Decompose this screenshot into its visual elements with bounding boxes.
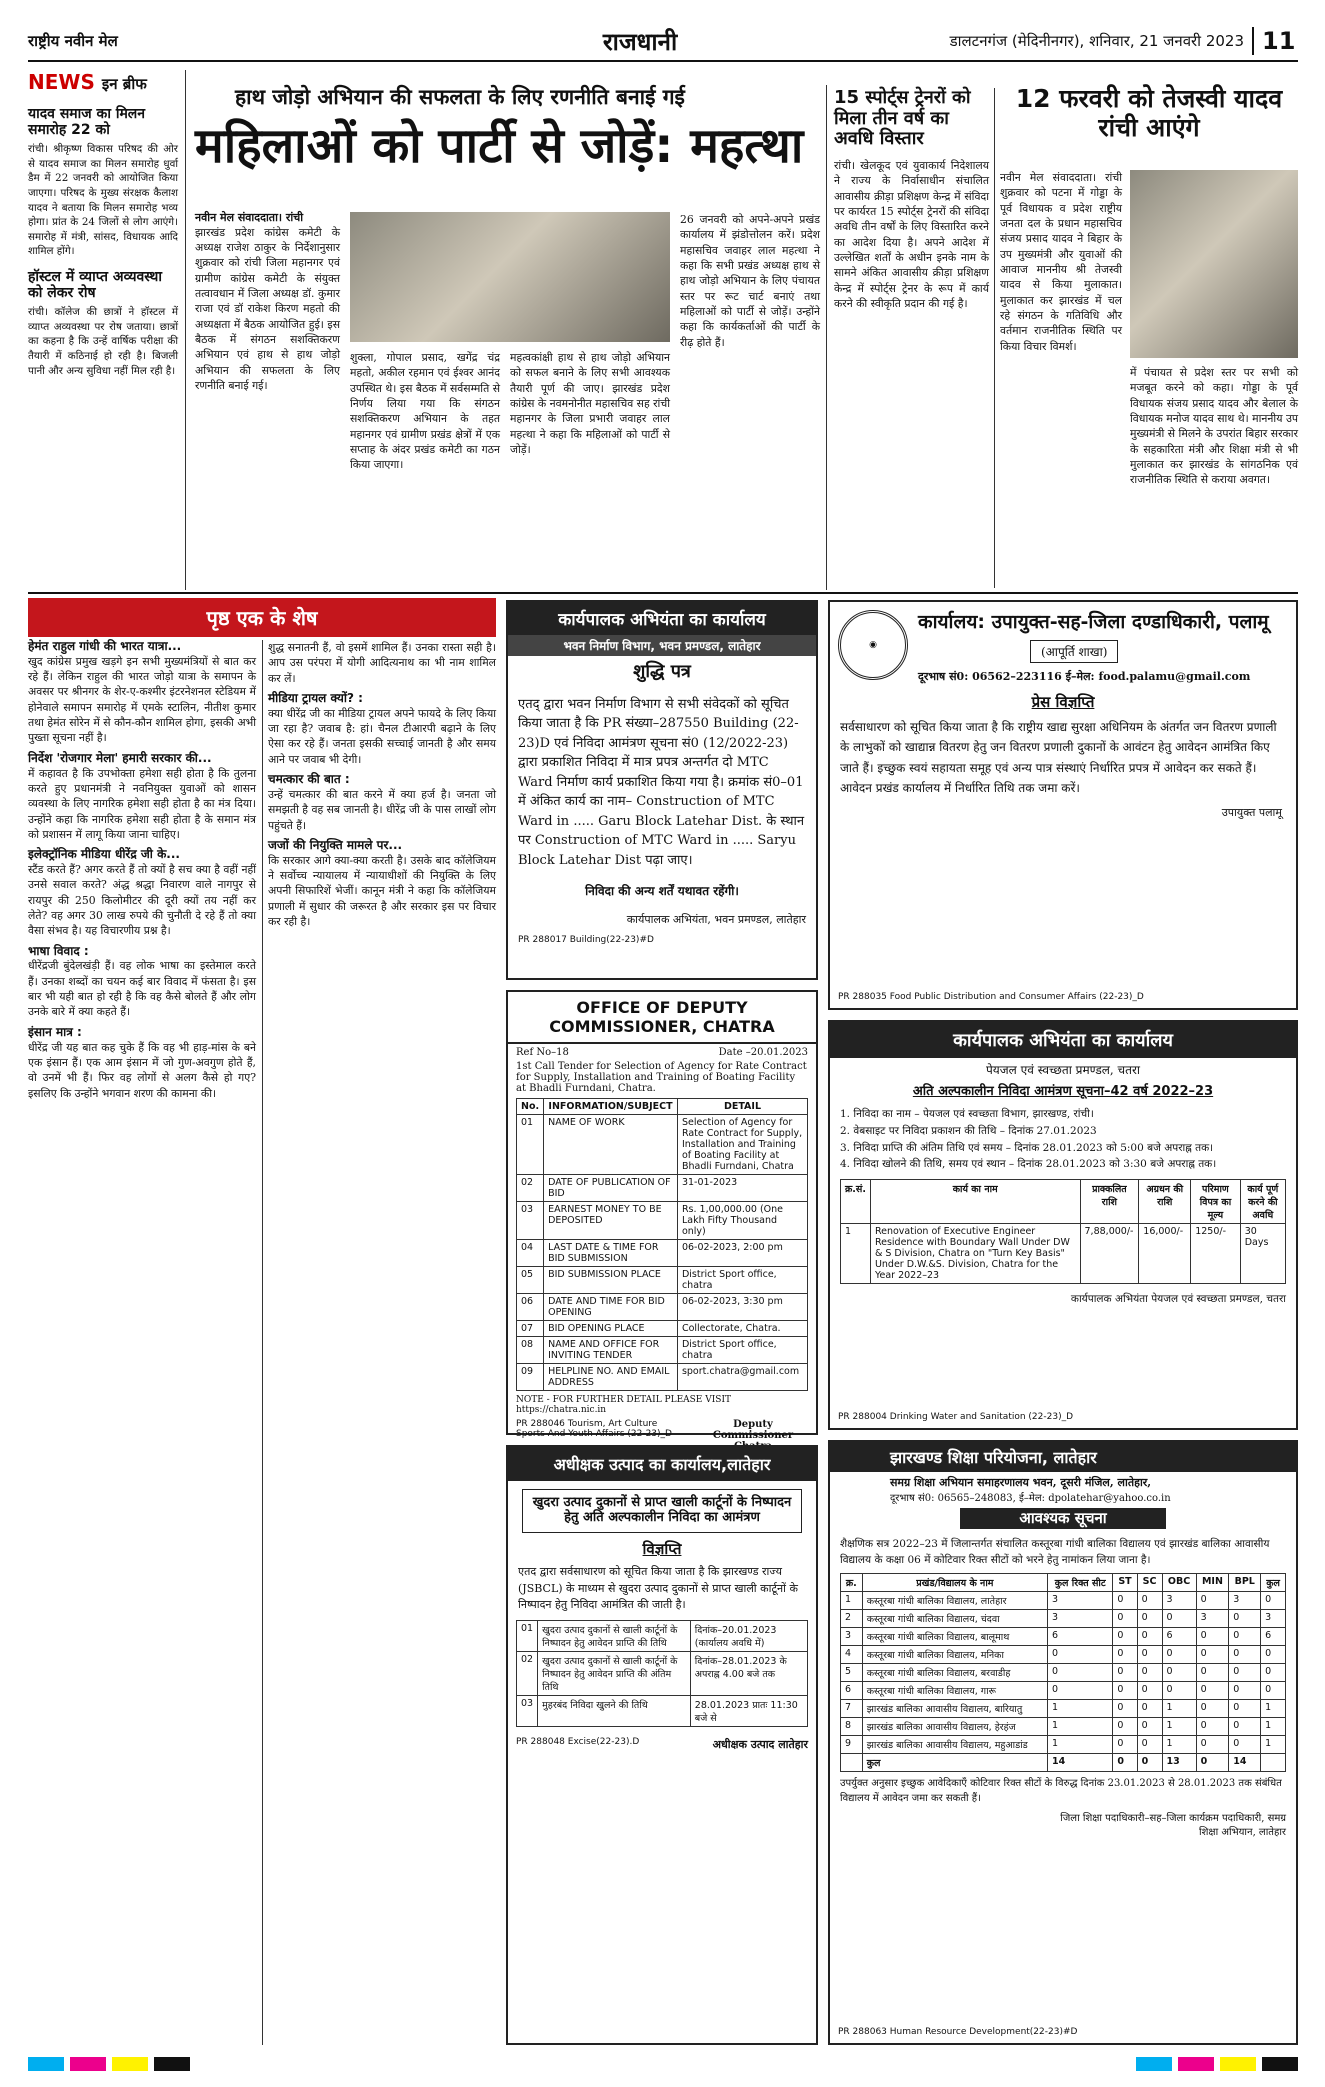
table-cell: 0 <box>1196 1663 1229 1681</box>
table-cell: कस्तूरबा गांधी बालिका विद्यालय, लातेहार <box>862 1591 1047 1609</box>
table-cell: 1 <box>1261 1699 1286 1717</box>
news-brief <box>28 70 178 590</box>
ad-pr: PR 288017 Building(22-23)#D <box>518 934 654 945</box>
ad-dc-palamu <box>828 600 1298 1010</box>
table-cell: कुल <box>862 1753 1047 1771</box>
table-cell: 0 <box>1261 1645 1286 1663</box>
table-cell: 0 <box>1229 1735 1261 1753</box>
table-cell: DATE OF PUBLICATION OF BID <box>544 1175 678 1202</box>
sports-story <box>834 88 989 588</box>
table-cell: झारखंड बालिका आवासीय विद्यालय, बारियातु <box>862 1699 1047 1717</box>
table-cell: 2 <box>841 1609 863 1627</box>
color-registration-bar <box>28 2055 1298 2073</box>
table-cell: 8 <box>841 1717 863 1735</box>
ad-signature: कार्यपालक अभियंता पेयजल एवं स्वच्छता प्रमण्डल, चतरा <box>1070 1293 1286 1306</box>
continued-headline-1: हेमंत राहुल गांधी की भारत यात्रा... <box>28 639 182 653</box>
table-cell: 0 <box>1048 1663 1113 1681</box>
lead-dateline: नवीन मेल संवाददाता। रांची <box>195 211 304 224</box>
table-cell: 0 <box>1196 1753 1229 1771</box>
table-header: क्र.सं. <box>841 1180 871 1224</box>
table-cell: 0 <box>1113 1645 1137 1663</box>
table-cell: 0 <box>1137 1591 1162 1609</box>
continued-headline-8: जजों की नियुक्ति मामले पर... <box>268 837 403 852</box>
table-row <box>841 1627 1286 1645</box>
table-cell: 06-02-2023, 2:00 pm <box>677 1240 807 1267</box>
continued-section-header: पृष्ठ एक के शेष <box>28 598 496 637</box>
table-cell: 1 <box>1261 1735 1286 1753</box>
table-cell: 30 Days <box>1240 1224 1285 1284</box>
table-cell: 0 <box>1229 1681 1261 1699</box>
table-cell: 9 <box>841 1735 863 1753</box>
table-row <box>841 1645 1286 1663</box>
table-row <box>517 1620 808 1651</box>
table-row <box>517 1240 808 1267</box>
table-cell: 0 <box>1162 1663 1196 1681</box>
table-cell: 0 <box>1113 1717 1137 1735</box>
table-cell: 0 <box>1162 1681 1196 1699</box>
table-cell: 07 <box>517 1321 544 1337</box>
table-header: प्राक्कलित राशि <box>1080 1180 1139 1224</box>
ad-intro: शैक्षणिक सत्र 2022–23 में जिलान्तर्गत संचालित कस्तूरबा गांधी बालिका विद्यालय एवं झारखंड बालिका आवासीय विद्यालय के कक्षा 06 में कोटिवार रिक्त सीटों को भरने हेतु नामांकन लिया जाना है। <box>840 1538 1270 1566</box>
masthead <box>28 22 1298 62</box>
table-cell: खुदरा उत्पाद दुकानों से खाली कार्टूनों के निष्पादन हेतु आवेदन प्राप्ति की अंतिम तिथि <box>538 1651 691 1695</box>
continued-column-2 <box>268 640 496 2045</box>
table-cell: 3 <box>1229 1591 1261 1609</box>
ad-subheading: विज्ञप्ति <box>642 1539 682 1558</box>
section-title: राजधानी <box>602 27 678 56</box>
table-cell: दिनांक–28.01.2023 के अपराह्न 4.00 बजे तक <box>690 1651 807 1695</box>
table-cell: BID OPENING PLACE <box>544 1321 678 1337</box>
ad-building-corrigendum <box>506 600 818 980</box>
table-cell: 0 <box>1229 1645 1261 1663</box>
yellow-swatch <box>1220 2057 1256 2071</box>
table-cell: 3 <box>1261 1609 1286 1627</box>
table-cell: दिनांक–20.01.2023 (कार्यालय अवधि में) <box>690 1620 807 1651</box>
tejashwi-header <box>1000 85 1298 165</box>
table-cell: DATE AND TIME FOR BID OPENING <box>544 1294 678 1321</box>
table-cell: 0 <box>1196 1627 1229 1645</box>
table-header: MIN <box>1196 1573 1229 1591</box>
ad-subtitle: (आपूर्ति शाखा) <box>1030 640 1118 663</box>
table-cell: 0 <box>1137 1681 1162 1699</box>
table-header: DETAIL <box>677 1099 807 1115</box>
ad-pr: PR 288048 Excise(22-23).D <box>516 1736 640 1747</box>
table-cell: 16,000/- <box>1139 1224 1191 1284</box>
ad-pr: PR 288046 Tourism, Art Culture Sports And Youth Affairs (22-23)_D <box>516 1419 672 1439</box>
table-cell: 1 <box>1162 1717 1196 1735</box>
table-cell: NAME OF WORK <box>544 1115 678 1175</box>
table-row <box>517 1651 808 1695</box>
table-header: कार्य का नाम <box>870 1180 1080 1224</box>
ad-body: एतद् द्वारा भवन निर्माण विभाग से सभी संवेदकों को सूचित किया जाता है कि PR संख्या–287550 Building (22-23)D एवं निविदा आमंत्रण सूचना सं0 (12/2022-23) द्वारा प्रकाशित निविदा में मात्र प्रपत्र अन्तर्गत दो MTC Ward निर्माण कार्य प्रकाशित किया गया है। क्रमांक सं0–01 में अंकित कार्य का नाम– Construction of MTC Ward in ..... Garu Block Latehar Dist. के स्थान पर Construction of MTC Ward in ..... Saryu Block Latehar Dist पढ़ा जाए। <box>518 696 805 868</box>
sports-headline: 15 स्पोर्ट्स ट्रेनरों को मिला तीन वर्ष का अवधि विस्तार <box>834 87 971 150</box>
ad-signature: जिला शिक्षा पदाधिकारी–सह–जिला कार्यक्रम पदाधिकारी, समग्र शिक्षा अभियान, लातेहार <box>1060 1812 1286 1838</box>
cyan-swatch <box>28 2057 64 2071</box>
continued-body-3: स्टैंड करते हैं? अगर करते हैं तो क्यों है सच क्या है वहीं नहीं उनसे सवाल करते? अंद्ध श्रद्धा निवारण वाले नागपुर से रायपुर की 250 किलोमीटर की दूरी क्यों तय नहीं कर लेते? वह अगर 30 लाख रुपये की चुनौती दे रहे हैं तो क्या वैसा संभव है। यह विचारणीय प्रश्न है। <box>28 863 256 938</box>
table-cell: मुहरबंद निविदा खुलने की तिथि <box>538 1695 691 1726</box>
black-swatch <box>154 2057 190 2071</box>
table-row <box>517 1294 808 1321</box>
table-cell: 1 <box>1162 1735 1196 1753</box>
table-cell: 3 <box>841 1627 863 1645</box>
table-cell: Selection of Agency for Rate Contract for Supply, Installation and Training of Boating Facility at Bhadli Furndani, Chatra <box>677 1115 807 1175</box>
table-cell: कस्तूरबा गांधी बालिका विद्यालय, चंदवा <box>862 1609 1047 1627</box>
tejashwi-body-2: में पंचायत से प्रदेश स्तर पर सभी को मजबूत करने को कहा। गोड्डा के पूर्व विधायक संजय प्रसाद यादव और बेलाल के विधायक मनोज यादव साथ थे। माननीय उप मुख्यमंत्री से मिलने के उपरांत बिहार सरकार के सहकारिता मंत्री और शिक्षा मंत्री से भी मुलाकात कर झारखंड के सांगठनिक एवं राजनीतिक स्थिति से कराया अवगत। <box>1130 366 1298 487</box>
table-header: परिमाण विपत्र का मूल्य <box>1191 1180 1241 1224</box>
ad-intro: 1st Call Tender for Selection of Agency for Rate Contract for Supply, Installation and Training of Boating Facility at Bhadli Furndani, Chatra. <box>516 1061 807 1094</box>
table-cell: 1 <box>1048 1717 1113 1735</box>
table-cell: 0 <box>1196 1735 1229 1753</box>
ad-signature: Deputy Commissioner <box>712 1419 794 1441</box>
table-cell: 0 <box>1196 1681 1229 1699</box>
water-table <box>840 1179 1286 1284</box>
ad-title: अधीक्षक उत्पाद का कार्यालय,लातेहार <box>508 1447 816 1481</box>
table-row <box>517 1695 808 1726</box>
table-cell: 0 <box>1137 1753 1162 1771</box>
table-cell: 0 <box>1196 1591 1229 1609</box>
table-cell: खुदरा उत्पाद दुकानों से खाली कार्टूनों के निष्पादन हेतु आवेदन प्राप्ति की तिथि <box>538 1620 691 1651</box>
tejashwi-headline: 12 फरवरी को तेजस्वी यादव रांची आएंगे <box>1015 84 1283 142</box>
table-cell: 06 <box>517 1294 544 1321</box>
table-total-row <box>841 1753 1286 1771</box>
sports-body: रांची। खेलकूद एवं युवाकार्य निदेशालय ने राज्य के निर्वासाधीन संचालित आवासीय क्रीड़ा प्रशिक्षण केन्द्र में संविदा पर कार्यरत 15 स्पोर्ट्स ट्रेनरों की संविदा अवधि तीन वर्षों के लिए विस्तारित करने का आदेश दिया है। अपने आदेश में उल्लेखित शर्तों के अधीन इनके नाम के सामने अंकित आवासीय क्रीड़ा प्रशिक्षण केन्द्र में स्पोर्ट्स ट्रेनर के रूप में कार्य करने की स्वीकृति प्रदान की गई है। <box>834 159 989 311</box>
table-header: BPL <box>1229 1573 1261 1591</box>
ad-date: Date –20.01.2023 <box>718 1047 808 1058</box>
lead-column-1 <box>195 212 340 587</box>
continued-body-9: कि सरकार आगे क्या-क्या करती है। उसके बाद कॉलेजियम ने सर्वोच्च न्यायालय में न्यायाधीशों की नियुक्ति के लिए अपनी सिफारिशें भेजीं। कानून मंत्री ने कहा कि कॉलेजियम प्रणाली में सुधार की जरूरत है और सरकार इस पर विचार कर रही है। <box>268 853 496 928</box>
table-cell: 14 <box>1048 1753 1113 1771</box>
table-cell: 0 <box>1261 1681 1286 1699</box>
table-row <box>841 1663 1286 1681</box>
table-cell: Collectorate, Chatra. <box>677 1321 807 1337</box>
table-cell: District Sport office, chatra <box>677 1337 807 1364</box>
lead-headline: महिलाओं को पार्टी से जोड़ें: महत्था <box>195 118 804 175</box>
table-cell: 0 <box>1048 1681 1113 1699</box>
table-header: अग्रधन की राशि <box>1139 1180 1191 1224</box>
lead-story-header <box>195 85 815 205</box>
ad-excise-tender <box>506 1445 818 2045</box>
table-cell: 0 <box>1196 1645 1229 1663</box>
table-cell: 0 <box>1229 1627 1261 1645</box>
continued-headline-6: मीडिया ट्रायल क्यों? : <box>268 690 363 705</box>
list-item: 3. निविदा प्राप्ति की अंतिम तिथि एवं समय – दिनांक 28.01.2023 को 5:00 बजे अपराह्न तक। <box>840 1141 1214 1154</box>
table-cell: 3 <box>1048 1609 1113 1627</box>
table-row <box>841 1735 1286 1753</box>
ad-drinking-water <box>828 1020 1298 1430</box>
tejashwi-body: नवीन मेल संवाददाता। रांची शुक्रवार को पटना में गोड्डा के पूर्व विधायक व प्रदेश राष्ट्रीय जनता दल के प्रधान महासचिव संजय प्रसाद यादव ने बिहार के उप मुख्यमंत्री और युवाओं की आवाज माननीय श्री तेजस्वी यादव से किया मुलाकात। मुलाकात कर झारखंड में चल रहे संगठन के गतिविधि और वर्तमान राजनीतिक स्थिति पर किया विचार विमर्श। <box>1000 171 1122 353</box>
table-cell: 4 <box>841 1645 863 1663</box>
table-cell: District Sport office, chatra <box>677 1267 807 1294</box>
table-cell: Rs. 1,00,000.00 (One Lakh Fifty Thousand only) <box>677 1202 807 1240</box>
table-cell: झारखंड बालिका आवासीय विद्यालय, हेरहंज <box>862 1717 1047 1735</box>
table-cell: HELPLINE NO. AND EMAIL ADDRESS <box>544 1364 678 1391</box>
lead-column-4 <box>680 212 820 587</box>
table-cell: sport.chatra@gmail.com <box>677 1364 807 1391</box>
continued-headline-4: भाषा विवाद : <box>28 943 89 958</box>
ad-heading: प्रेस विज्ञप्ति <box>1031 692 1095 711</box>
table-row <box>517 1364 808 1391</box>
table-header: INFORMATION/SUBJECT <box>544 1099 678 1115</box>
ad-title: कार्यालय: उपायुक्त-सह-जिला दण्डाधिकारी, पलामू <box>918 611 1269 633</box>
ad-lines <box>830 1104 1296 1175</box>
table-cell: 0 <box>1137 1699 1162 1717</box>
ad-pr: PR 288004 Drinking Water and Sanitation (22-23)_D <box>838 1412 1074 1422</box>
table-header: प्रखंड/विद्यालय के नाम <box>862 1573 1047 1591</box>
lead-body-1: झारखंड प्रदेश कांग्रेस कमेटी के अध्यक्ष राजेश ठाकुर के निर्देशानुसार शुक्रवार को रांची जिला महानगर एवं ग्रामीण कांग्रेस कमेटी के संयुक्त तत्वावधान में जिला अध्यक्ष डॉ. कुमार राजा एवं डॉ राकेश किरण महतो की अध्यक्षता में बैठक आयोजित हुई। इस बैठक में संगठन सशक्तिकरण अभियान एवं हाथ से हाथ जोड़ो अभियान की सफलता के लिए रणनीति बनाई गई। <box>195 225 340 392</box>
table-cell: 1 <box>1048 1735 1113 1753</box>
continued-headline-2: निर्देश 'रोजगार मेला' हमारी सरकार की... <box>28 750 212 765</box>
divider <box>994 88 995 588</box>
table-row <box>841 1681 1286 1699</box>
table-cell: 1 <box>841 1224 871 1284</box>
table-cell: 05 <box>517 1267 544 1294</box>
table-header: क्र. <box>841 1573 863 1591</box>
continued-body-8: उन्हें चमत्कार की बात करने में क्या हर्ज है। जनता जो समझती है वह सब जानती है। धीरेंद्र जी के पास लाखों लोग पहुंचते हैं। <box>268 787 496 832</box>
table-cell: 0 <box>1048 1645 1113 1663</box>
ad-heading: अति अल्पकालीन निविदा आमंत्रण सूचना–42 वर्ष 2022–23 <box>912 1084 1214 1099</box>
table-cell: EARNEST MONEY TO BE DEPOSITED <box>544 1202 678 1240</box>
tejashwi-photo <box>1130 170 1298 358</box>
table-cell: 0 <box>1162 1645 1196 1663</box>
table-row <box>841 1699 1286 1717</box>
ad-title: झारखण्ड शिक्षा परियोजना, लातेहार <box>830 1442 1296 1472</box>
ad-footer: निविदा की अन्य शर्तें यथावत रहेंगी। <box>585 884 739 899</box>
continued-body-5: धीरेंद्र जी यह बात कह चुके हैं कि वह भी हाड़-मांस के बने एक इंसान हैं। एक आम इंसान में जो गुण-अवगुण होते हैं, वो उनमें भी हैं। फिर वह लोगों से अलग कैसे हो गए? इसलिए कि उन्होंने भगवान शरण की कामना की। <box>28 1040 256 1100</box>
table-cell: 1 <box>1048 1699 1113 1717</box>
ad-heading: शुद्धि पत्र <box>633 661 691 682</box>
ad-signature: अधीक्षक उत्पाद लातेहार <box>712 1737 808 1751</box>
continued-headline-3: इलेक्ट्रॉनिक मीडिया धीरेंद्र जी के... <box>28 847 180 862</box>
table-cell: 6 <box>841 1681 863 1699</box>
ad-pr: PR 288035 Food Public Distribution and Consumer Affairs (22-23)_D <box>838 992 1144 1002</box>
table-cell: 0 <box>1137 1609 1162 1627</box>
ad-title: OFFICE OF DEPUTY COMMISSIONER, CHATRA <box>508 992 816 1044</box>
table-cell: 0 <box>1137 1735 1162 1753</box>
table-cell: 7,88,000/- <box>1080 1224 1139 1284</box>
ad-footer: उपर्युक्त अनुसार इच्छुक आवेदिकाएँ कोटिवार रिक्त सीटों के विरुद्ध दिनांक 23.01.2023 से 28.01.2023 तक संबंधित विद्यालय में आवेदन जमा कर सकती हैं। <box>840 1777 1282 1804</box>
ad-body: एतद द्वारा सर्वसाधारण को सूचित किया जाता है कि झारखण्ड राज्य (JSBCL) के माध्यम से खुदरा उत्पाद दुकानों से प्राप्त खाली कार्टूनों के निष्पादन हेतु निविदा आमंत्रित की जाती है। <box>518 1565 798 1612</box>
table-cell: झारखंड बालिका आवासीय विद्यालय, महुआडांड <box>862 1735 1047 1753</box>
table-cell: 0 <box>1137 1645 1162 1663</box>
ad-contact: दूरभाष सं0: 06562–223116 ई–मेल: food.palamu@gmail.com <box>918 669 1251 683</box>
table-cell: 04 <box>517 1240 544 1267</box>
divider <box>185 70 186 590</box>
brief-headline-1: यादव समाज का मिलन समारोह 22 को <box>28 106 146 139</box>
table-cell: 3 <box>1196 1609 1229 1627</box>
table-cell: 0 <box>1229 1663 1261 1681</box>
lead-body-4: 26 जनवरी को अपने-अपने प्रखंड कार्यालय में झंडोत्तोलन करें। प्रदेश महासचिव जवाहर लाल महत्था ने कहा कि सभी प्रखंड अध्यक्ष हाथ से हाथ जोड़ो अभियान के लिए पंचायत स्तर पर रूट चार्ट बनाएं तथा महिलाओं को पार्टी से जोड़ें। उन्होंने कहा कि कार्यकर्ताओं की पार्टी के रीढ़ होते हैं। <box>680 213 820 349</box>
table-header: कार्य पूर्ण करने की अवधि <box>1240 1180 1285 1224</box>
table-header: No. <box>517 1099 544 1115</box>
paper-name: राष्ट्रीय नवीन मेल <box>28 32 118 50</box>
magenta-swatch <box>1178 2057 1214 2071</box>
table-cell: BID SUBMISSION PLACE <box>544 1267 678 1294</box>
ad-subtitle: समग्र शिक्षा अभियान समाहरणालय भवन, दूसरी मंजिल, लातेहार, <box>890 1476 1152 1489</box>
page-number: 11 <box>1252 27 1298 55</box>
table-cell: 0 <box>1137 1627 1162 1645</box>
table-row <box>841 1591 1286 1609</box>
section-divider <box>28 592 1298 594</box>
table-cell: कस्तूरबा गांधी बालिका विद्यालय, बालूमाथ <box>862 1627 1047 1645</box>
list-item: 1. निविदा का नाम – पेयजल एवं स्वच्छता विभाग, झारखण्ड, रांची। <box>840 1107 1094 1120</box>
ad-subtitle: भवन निर्माण विभाग, भवन प्रमण्डल, लातेहार <box>508 635 816 656</box>
table-cell: 09 <box>517 1364 544 1391</box>
ad-contact: दूरभाष सं0: 06565–248083, ई–मेल: dpolatehar@yahoo.co.in <box>890 1493 1171 1504</box>
seats-table <box>840 1573 1286 1772</box>
ad-dc-chatra-tender <box>506 990 818 1441</box>
table-header: कुल रिक्त सीट <box>1048 1573 1113 1591</box>
table-cell: 0 <box>1261 1663 1286 1681</box>
table-cell: 02 <box>517 1651 538 1695</box>
table-cell: कस्तूरबा गांधी बालिका विद्यालय, मनिका <box>862 1645 1047 1663</box>
table-cell: 0 <box>1229 1609 1261 1627</box>
table-cell: 02 <box>517 1175 544 1202</box>
black-swatch <box>1262 2057 1298 2071</box>
continued-body-2: में कहावत है कि उपभोक्ता हमेशा सही होता है कि तुलना करते हुए प्रधानमंत्री ने नवनियुक्त युवाओं को शासन व्यवस्था के लिए नागरिक हमेशा सही होता है का मंत्र दिया। उन्होंने कहा कि नागरिक हमेशा सही होता है के समान मंत्र को प्रशासन में लागू किया जाना चाहिए। <box>28 766 256 841</box>
table-header: कुल <box>1261 1573 1286 1591</box>
continued-column-1 <box>28 640 256 2045</box>
lead-body-2: शुक्ला, गोपाल प्रसाद, खगेंद्र चंद्र महतो, अकील रहमान एवं ईश्वर आनंद उपस्थित थे। इस बैठक में सर्वसम्मति से निर्णय लिया गया कि संगठन सशक्तिकरण अभियान के तहत महानगर एवं ग्रामीण प्रखंड क्षेत्रों में एक सप्ताह के अंदर प्रखंड कमेटी का गठन किया जाएगा। <box>350 351 500 472</box>
table-cell: 0 <box>1261 1591 1286 1609</box>
brief-headline-2: हॉस्टल में व्याप्त अव्यवस्था को लेकर रोष <box>28 269 162 302</box>
table-cell: 6 <box>1261 1627 1286 1645</box>
ad-note: NOTE - FOR FURTHER DETAIL PLEASE VISIT https://chatra.nic.in <box>516 1395 732 1415</box>
table-cell: 0 <box>1113 1609 1137 1627</box>
ad-heading: आवश्यक सूचना <box>960 1508 1166 1529</box>
table-cell: 14 <box>1229 1753 1261 1771</box>
continued-body-1: खुद कांग्रेस प्रमुख खड़गे इन सभी मुख्यमंत्रियों से बात कर रहे हैं। लेकिन राहुल की भारत जोड़ो यात्रा के समापन के अवसर पर श्रीनगर के शेर-ए-कश्मीर इंटरनेशनल स्टेडियम में होनेवाले समापन समारोह में एमके स्टालिन, नीतीश कुमार तथा हेमंत सोरेन में से कौन-कौन शामिल होगा, इसकी अभी पुख्ता सूचना नहीं है। <box>28 654 256 745</box>
table-cell: 0 <box>1229 1717 1261 1735</box>
table-header: OBC <box>1162 1573 1196 1591</box>
ad-education <box>828 1440 1298 2045</box>
table-cell: 28.01.2023 प्रातः 11:30 बजे से <box>690 1695 807 1726</box>
brief-body-1: रांची। श्रीकृष्ण विकास परिषद की ओर से यादव समाज का मिलन समारोह धुर्वा डैम में 22 जनवरी को आयोजित किया जाएगा। परिषद के मुख्य संरक्षक कैलाश यादव ने बताया कि मिलन समारोह भव्य होगा। प्रांत के 24 जिलों से लोग आएंगे। समारोह में मंत्री, सांसद, विधायक आदि शामिल होंगे। <box>28 143 178 258</box>
table-cell: 3 <box>1162 1591 1196 1609</box>
continued-body-7: क्या धीरेंद्र जी का मीडिया ट्रायल अपने फायदे के लिए किया जा रहा है? जवाब है: हां। चैनल टीआरपी बढ़ाने के लिए ऐसा कर रहे हैं। जनता इसकी सच्चाई जानती है और समय आने पर जवाब भी देगी। <box>268 706 496 766</box>
excise-table <box>516 1620 808 1727</box>
ad-subtitle: पेयजल एवं स्वच्छता प्रमण्डल, चतरा <box>985 1063 1141 1077</box>
table-cell: 0 <box>1113 1663 1137 1681</box>
table-cell: 1 <box>1162 1699 1196 1717</box>
yellow-swatch <box>112 2057 148 2071</box>
tejashwi-column-1 <box>1000 170 1122 588</box>
table-cell: NAME AND OFFICE FOR INVITING TENDER <box>544 1337 678 1364</box>
table-row <box>517 1202 808 1240</box>
table-cell: 0 <box>1113 1735 1137 1753</box>
table-row <box>841 1609 1286 1627</box>
table-cell: 5 <box>841 1663 863 1681</box>
table-cell: 0 <box>1137 1717 1162 1735</box>
table-row <box>841 1717 1286 1735</box>
table-cell: 0 <box>1196 1717 1229 1735</box>
list-item: 4. निविदा खोलने की तिथि, समय एवं स्थान – दिनांक 28.01.2023 को 3:30 बजे अपराह्न तक। <box>840 1158 1217 1171</box>
table-cell: 0 <box>1113 1591 1137 1609</box>
divider <box>262 640 263 2045</box>
table-cell: कस्तूरबा गांधी बालिका विद्यालय, बरवाडीह <box>862 1663 1047 1681</box>
table-cell: 1 <box>841 1591 863 1609</box>
table-cell: 03 <box>517 1695 538 1726</box>
table-cell: 7 <box>841 1699 863 1717</box>
table-cell: 0 <box>1113 1699 1137 1717</box>
table-row <box>517 1321 808 1337</box>
dateline: डालटनगंज (मेदिनीनगर), शनिवार, 21 जनवरी 2023 <box>949 32 1244 50</box>
table-cell: 1 <box>1261 1717 1286 1735</box>
table-cell: LAST DATE & TIME FOR BID SUBMISSION <box>544 1240 678 1267</box>
ad-title: कार्यपालक अभियंता का कार्यालय <box>830 1022 1296 1058</box>
table-cell <box>841 1753 863 1771</box>
divider <box>826 85 827 590</box>
continued-body-4: धीरेंद्रजी बुंदेलखंड़ी हैं। वह लोक भाषा का इस्तेमाल करते हैं। उनका शब्दों का चयन कई बार विवाद में फंसता है। इस बार भी यही बात हो रही है कि वह कैसे बोलते हैं और लोग उनके बारे में क्या कहते हैं। <box>28 959 256 1019</box>
ad-signature: उपायुक्त पलामू <box>1221 805 1282 819</box>
table-cell: 3 <box>1048 1591 1113 1609</box>
ad-heading: खुदरा उत्पाद दुकानों से प्राप्त खाली कार्टूनों के निष्पादन हेतु अति अल्पकालीन निविदा का आमंत्रण <box>522 1489 802 1533</box>
table-header: SC <box>1137 1573 1162 1591</box>
cyan-swatch <box>1136 2057 1172 2071</box>
continued-headline-7: चमत्कार की बात : <box>268 772 350 787</box>
table-cell: 0 <box>1113 1627 1137 1645</box>
table-cell: 0 <box>1137 1663 1162 1681</box>
table-cell: 0 <box>1113 1753 1137 1771</box>
table-row <box>517 1175 808 1202</box>
table-cell: 31-01-2023 <box>677 1175 807 1202</box>
table-cell: 03 <box>517 1202 544 1240</box>
tender-table <box>516 1098 808 1391</box>
table-cell: 0 <box>1113 1681 1137 1699</box>
table-header: ST <box>1113 1573 1137 1591</box>
continued-headline-5: इंसान मात्र : <box>28 1024 82 1039</box>
ad-signature: कार्यपालक अभियंता, भवन प्रमण्डल, लातेहार <box>626 913 806 927</box>
brief-body-2: रांची। कॉलेज की छात्रों ने हॉस्टल में व्याप्त अव्यवस्था पर रोष जताया। छात्रों का कहना है कि उन्हें वार्षिक परीक्षा की तैयारी में कठिनाई हो रही है। बिजली पानी और अन्य सुविधा नहीं मिल रही है। <box>28 306 178 377</box>
table-cell: 08 <box>517 1337 544 1364</box>
table-cell: 0 <box>1229 1699 1261 1717</box>
lead-photo <box>350 212 670 342</box>
continued-body-6: शुद्ध सनातनी हैं, वो इसमें शामिल हैं। उनका रास्ता सही है। आप उस परंपरा में योगी आदित्यनाथ का भी नाम शामिल कर लें। <box>268 641 496 685</box>
tejashwi-column-2 <box>1130 365 1298 588</box>
list-item: 2. वेबसाइट पर निविदा प्रकाशन की तिथि – दिनांक 27.01.2023 <box>840 1124 1097 1137</box>
table-cell: Renovation of Executive Engineer Residence with Boundary Wall Under DW & S Division, Chatra on "Turn Key Basis" Under D.W.&S. Division, Chatra for the Year 2022–23 <box>870 1224 1080 1284</box>
table-row <box>517 1115 808 1175</box>
table-cell: 6 <box>1048 1627 1113 1645</box>
lead-kicker: हाथ जोड़ो अभियान की सफलता के लिए रणनीति बनाई गई <box>235 85 685 109</box>
table-cell: कस्तूरबा गांधी बालिका विद्यालय, गारू <box>862 1681 1047 1699</box>
news-brief-kicker: NEWS इन ब्रीफ <box>28 70 147 94</box>
table-cell: 13 <box>1162 1753 1196 1771</box>
table-cell: 01 <box>517 1620 538 1651</box>
lead-body-3: महत्वकांक्षी हाथ से हाथ जोड़ो अभियान को सफल बनाने के लिए सभी आवश्यक तैयारी पूर्ण की जाए। झारखंड प्रदेश कांग्रेस के नवमनोनीत महासचिव सह रांची महानगर के जिला प्रभारी जवाहर लाल महत्था ने कहा कि महिलाओं को पार्टी से जोड़ें। <box>510 351 670 456</box>
ad-body: सर्वसाधारण को सूचित किया जाता है कि राष्ट्रीय खाद्य सुरक्षा अधिनियम के अंतर्गत जन वितरण प्रणाली के लाभुकों को खाद्यान्न वितरण हेतु जन वितरण प्रणाली दुकानों के आवंटन हेतु आवेदन आमंत्रित किए जाते हैं। इच्छुक स्वयं सहायता समूह एवं अन्य पात्र संस्थाएं निर्धारित प्रपत्र में आवेदन कर सकते हैं। आवेदन प्रखंड कार्यालय में निर्धारित तिथि तक जमा करें। <box>840 720 1277 796</box>
ad-title: कार्यपालक अभियंता का कार्यालय <box>508 602 816 635</box>
lead-column-3 <box>510 350 670 587</box>
lead-column-2 <box>350 350 500 587</box>
ad-ref: Ref No–18 <box>516 1047 569 1058</box>
ad-ref-row <box>508 1044 816 1061</box>
table-cell: 6 <box>1162 1627 1196 1645</box>
emblem-icon: ◉ <box>838 610 908 680</box>
table-cell: 0 <box>1196 1699 1229 1717</box>
table-row <box>517 1337 808 1364</box>
table-cell: 06-02-2023, 3:30 pm <box>677 1294 807 1321</box>
magenta-swatch <box>70 2057 106 2071</box>
table-row <box>517 1267 808 1294</box>
table-cell: 1250/- <box>1191 1224 1241 1284</box>
ad-pr: PR 288063 Human Resource Development(22-23)#D <box>838 2027 1078 2037</box>
table-cell: 01 <box>517 1115 544 1175</box>
table-cell <box>1261 1753 1286 1771</box>
table-cell: 0 <box>1162 1609 1196 1627</box>
